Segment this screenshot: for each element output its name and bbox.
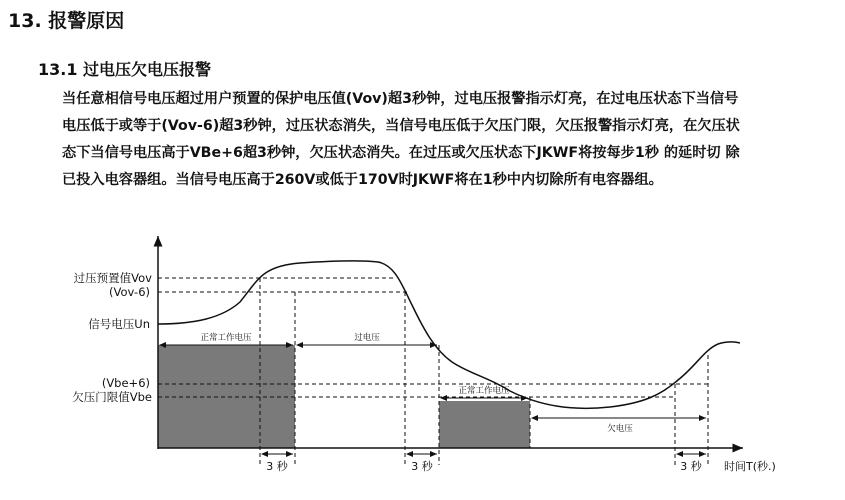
over-region-label: 过电压 [354,333,380,343]
subsection-title: 13.1 过电压欠电压报警 [38,60,212,79]
delay-label-3: 3 秒 [680,460,702,473]
section-title: 13. 报警原因 [8,10,125,32]
vov6-label: (Vov-6) [109,285,150,299]
under-region-label: 欠电压 [607,424,633,434]
delay-label-2: 3 秒 [411,460,433,473]
normal2-region-label: 正常工作电压 [458,386,510,396]
vbe6-label: (Vbe+6) [101,376,150,390]
paragraph-line: 已投入电容器组。当信号电压高于260V或低于170V时JKWF将在1秒中内切除所有电容器组。 [62,172,663,188]
paragraph-line: 电压低于或等于(Vov-6)超3秒钟，过压状态消失，当信号电压低于欠压门限，欠压报警指示灯亮，在欠压状 [62,118,740,134]
vov-label: 过压预置值Vov [73,271,152,285]
normal-block-1 [158,345,295,448]
un-label: 信号电压Un [88,317,150,331]
time-axis-label: 时间T(秒.) [724,460,776,473]
vbe-label: 欠压门限值Vbe [72,390,152,404]
normal-block-2 [439,401,530,448]
paragraph-line: 态下当信号电压高于VBe+6超3秒钟，欠压状态消失。在过压或欠压状态下JKWF将按每步1秒 的延时切 除 [62,145,740,161]
normal-region-label: 正常工作电压 [200,333,252,343]
delay-label-1: 3 秒 [266,460,288,473]
paragraph-line: 当任意相信号电压超过用户预置的保护电压值(Vov)超3秒钟，过电压报警指示灯亮，在过电压状态下当信号 [62,91,739,107]
